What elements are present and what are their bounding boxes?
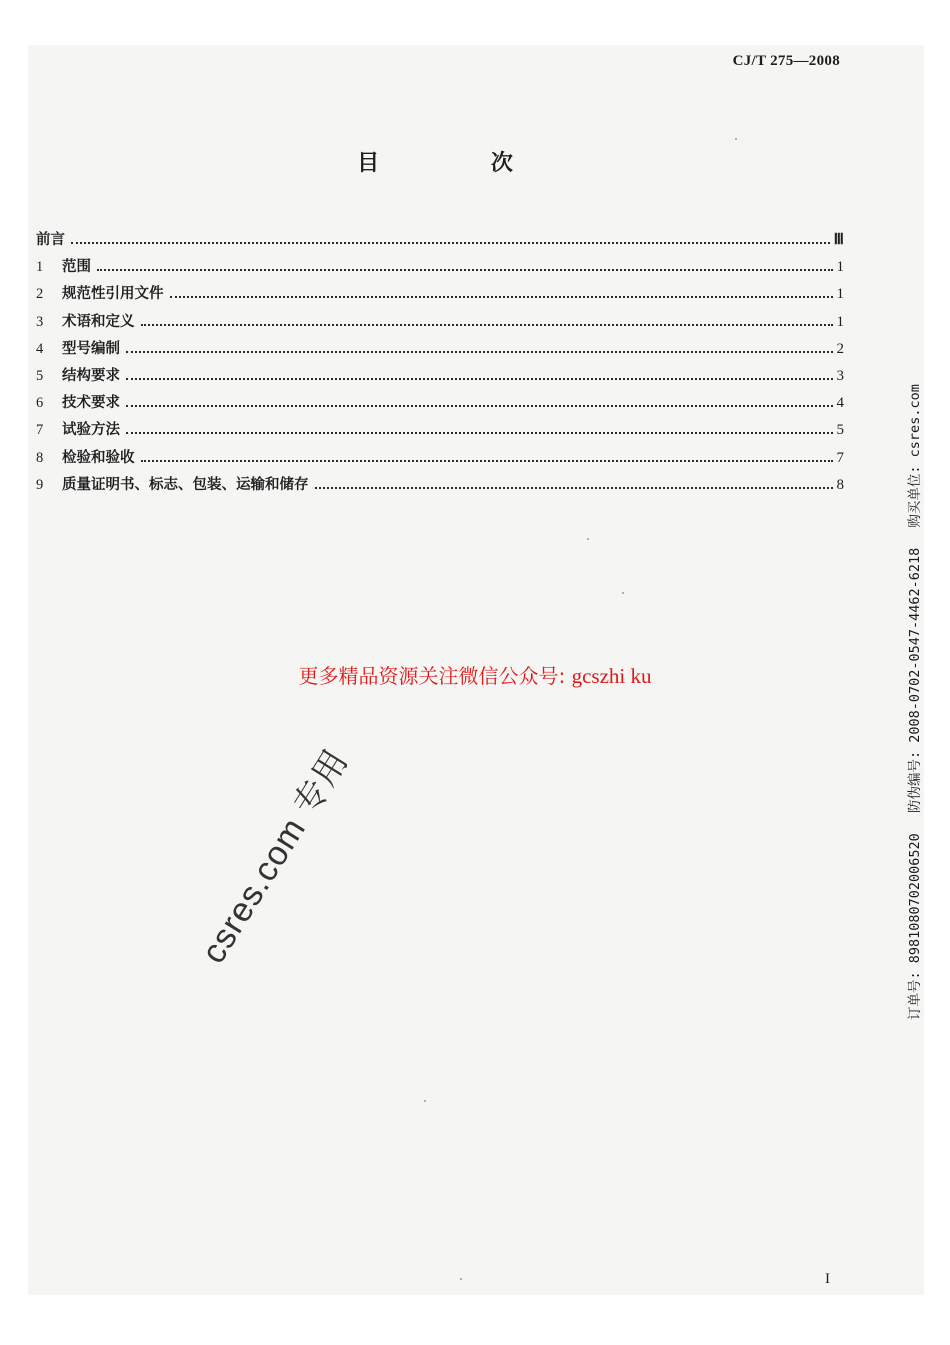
- toc-leader: [141, 324, 833, 326]
- toc-leader: [126, 432, 833, 434]
- scan-speck: [460, 1278, 462, 1280]
- anti-counterfeit-number: 防伪编号: 2008-0702-0547-4462-6218: [907, 547, 923, 814]
- scan-speck: [587, 538, 589, 540]
- usage-stamp: csres.com 专用: [194, 742, 357, 971]
- toc-entry-page: 7: [836, 449, 844, 466]
- toc-entry-number: 2: [36, 286, 44, 303]
- toc-entry-number: 1: [36, 259, 44, 276]
- toc-entry-7[interactable]: [36, 418, 844, 445]
- toc-entry-6[interactable]: [36, 391, 844, 418]
- toc-entry-1[interactable]: [36, 255, 844, 282]
- toc-entry-number: 7: [36, 422, 44, 439]
- promo-text: 更多精品资源关注微信公众号:: [298, 664, 566, 688]
- toc-entry-label: 术语和定义: [62, 313, 135, 330]
- promo-account-id: gcszhi ku: [571, 664, 652, 688]
- toc-entry-foreword[interactable]: [36, 228, 844, 255]
- toc-entry-label: 规范性引用文件: [62, 286, 164, 303]
- toc-entry-number: 5: [36, 367, 44, 384]
- toc-leader: [126, 405, 833, 407]
- toc-entry-number: 8: [36, 449, 44, 466]
- toc-entry-page: 1: [836, 286, 844, 303]
- toc-entry-8[interactable]: [36, 446, 844, 473]
- toc-leader: [71, 242, 830, 244]
- scan-speck: [424, 1100, 426, 1102]
- toc-entry-label: 前言: [36, 232, 65, 248]
- toc-entry-number: 6: [36, 395, 44, 412]
- scan-speck: [622, 592, 624, 594]
- toc-entry-page: 8: [836, 476, 844, 493]
- toc-leader: [315, 487, 833, 489]
- buyer-unit: 购买单位: csres.com: [907, 384, 923, 528]
- toc-entry-number: 3: [36, 313, 44, 330]
- toc-entry-label: 检验和验收: [62, 449, 135, 466]
- toc-leader: [170, 296, 833, 298]
- toc-entry-page: 4: [836, 395, 844, 412]
- page-folio: I: [825, 1271, 830, 1287]
- standard-code: CJ/T 275—2008: [732, 53, 840, 69]
- toc-entry-label: 结构要求: [62, 367, 120, 384]
- toc-entry-4[interactable]: [36, 337, 844, 364]
- toc-leader: [126, 351, 833, 353]
- toc-entry-label: 试验方法: [62, 422, 120, 439]
- toc-entry-label: 型号编制: [62, 340, 120, 357]
- scan-speck: [735, 138, 737, 140]
- toc-leader: [97, 269, 833, 271]
- toc-entry-number: 9: [36, 476, 44, 493]
- toc-entry-2[interactable]: [36, 282, 844, 309]
- toc-entry-number: 4: [36, 340, 44, 357]
- toc-entry-3[interactable]: [36, 310, 844, 337]
- table-of-contents: [36, 228, 844, 500]
- toc-entry-page: 3: [836, 367, 844, 384]
- toc-entry-9[interactable]: [36, 473, 844, 500]
- toc-title: 目 次: [357, 151, 565, 176]
- toc-entry-label: 技术要求: [62, 395, 120, 412]
- promo-banner: [0, 660, 950, 689]
- toc-entry-label: 质量证明书、标志、包装、运输和储存: [62, 476, 309, 493]
- toc-entry-label: 范围: [62, 259, 91, 276]
- purchase-info-strip: [903, 372, 923, 1020]
- toc-entry-page: Ⅲ: [833, 232, 844, 248]
- order-number: 订单号: 8981080702006520: [907, 833, 923, 1020]
- toc-entry-page: 1: [836, 313, 844, 330]
- toc-entry-page: 1: [836, 259, 844, 276]
- toc-leader: [141, 460, 833, 462]
- toc-leader: [126, 378, 833, 380]
- toc-entry-5[interactable]: [36, 364, 844, 391]
- toc-entry-page: 5: [836, 422, 844, 439]
- toc-entry-page: 2: [836, 340, 844, 357]
